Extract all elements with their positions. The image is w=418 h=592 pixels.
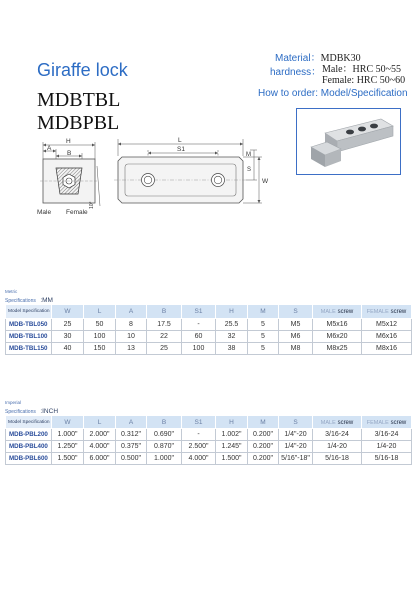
dim-label-b: B [67, 150, 72, 157]
cell-female-screw: 1/4-20 [362, 441, 412, 453]
cell-a: 13 [116, 343, 147, 355]
model-name-pbl: MDBPBL [37, 112, 120, 134]
dim-label-s1: S1 [177, 146, 185, 153]
screw-header-word: screw [390, 419, 407, 426]
top-view-drawing [112, 135, 272, 210]
caption-unit: :INCH [40, 408, 59, 415]
header-b: B [147, 416, 182, 429]
header-model: Model Specification [6, 305, 52, 319]
caption-system: Metric [5, 289, 18, 294]
material-line [275, 50, 361, 65]
cell-female-screw: M5x12 [362, 319, 412, 331]
header-female-screw [362, 305, 412, 319]
cell-s: 5/16"-18" [279, 453, 313, 465]
cell-s1: 2.500" [182, 441, 216, 453]
screw-header-type: MALE [320, 419, 336, 426]
cell-s: M5 [279, 319, 313, 331]
cell-female-screw: M8x16 [362, 343, 412, 355]
part-photo-image [297, 109, 400, 174]
material-value: MDBK30 [320, 53, 361, 64]
bolt-hole-left [142, 174, 155, 187]
cell-m: 5 [248, 319, 279, 331]
cell-h: 38 [216, 343, 248, 355]
screw-header-type: MALE [320, 309, 336, 315]
cell-s: M8 [279, 343, 313, 355]
table-header-row [6, 416, 412, 429]
header-b: B [147, 305, 182, 319]
cell-s1: - [182, 319, 216, 331]
dim-label-a: A [47, 145, 52, 152]
cell-b: 22 [147, 331, 182, 343]
cell-a: 10 [116, 331, 147, 343]
header-m: M [248, 305, 279, 319]
cell-w: 1.000" [52, 429, 84, 441]
screw-header-word: screw [390, 309, 407, 315]
cell-l: 4.000" [84, 441, 116, 453]
cell-l: 50 [84, 319, 116, 331]
cell-w: 25 [52, 319, 84, 331]
cell-a: 8 [116, 319, 147, 331]
cell-model: MDB-PBL200 [6, 429, 52, 441]
cell-s: 1/4"-20 [279, 441, 313, 453]
cell-b: 17.5 [147, 319, 182, 331]
header-a: A [116, 416, 147, 429]
cell-a: 0.312" [116, 429, 147, 441]
cell-male-screw: 1/4-20 [313, 441, 362, 453]
header-s1: S1 [182, 305, 216, 319]
cell-m: 0.200" [248, 429, 279, 441]
imperial-caption [5, 400, 58, 416]
cell-b: 0.690" [147, 429, 182, 441]
table-header [6, 416, 412, 429]
caption-system: Imperial [5, 400, 22, 405]
caption-specifications: Specifications [5, 298, 36, 304]
screw-header-type: FEMALE [366, 309, 389, 315]
metric-spec-table [5, 304, 412, 355]
cell-b: 0.870" [147, 441, 182, 453]
cell-female-screw: 3/16-24 [362, 429, 412, 441]
metric-caption [5, 289, 53, 305]
cell-female-screw: M6x16 [362, 331, 412, 343]
cell-a: 0.500" [116, 453, 147, 465]
header-w: W [52, 305, 84, 319]
caption-specifications: Specifications [5, 409, 36, 415]
cell-h: 1.245" [216, 441, 248, 453]
cell-b: 25 [147, 343, 182, 355]
cell-h: 32 [216, 331, 248, 343]
product-title: Giraffe lock [37, 60, 128, 80]
header-female-screw [362, 416, 412, 429]
cell-w: 40 [52, 343, 84, 355]
table-header-row [6, 305, 412, 319]
cell-female-screw: 5/16-18 [362, 453, 412, 465]
cell-h: 1.500" [216, 453, 248, 465]
side-view-drawing [28, 135, 110, 220]
table-row [6, 331, 412, 343]
product-photo [296, 108, 401, 175]
table-row [6, 453, 412, 465]
cell-l: 2.000" [84, 429, 116, 441]
cell-w: 1.250" [52, 441, 84, 453]
material-label: Material： [275, 53, 321, 64]
screw-header-type: FEMALE [366, 419, 389, 426]
header-l: L [84, 305, 116, 319]
hardness-label: hardness： [270, 67, 322, 78]
cell-male-screw: 5/16-18 [313, 453, 362, 465]
model-name-tbl: MDBTBL [37, 89, 121, 111]
dim-label-h: H [66, 138, 71, 145]
table-header [6, 305, 412, 319]
header-model: Model Specification [6, 416, 52, 429]
table-body [6, 429, 412, 465]
header-h: H [216, 305, 248, 319]
header-m: M [248, 416, 279, 429]
hardness-male: Male：HRC 50~55 [322, 64, 402, 75]
table-row [6, 343, 412, 355]
cell-male-screw: 3/16-24 [313, 429, 362, 441]
table-row [6, 429, 412, 441]
dim-label-w: W [262, 178, 269, 185]
dim-label-l: L [178, 137, 182, 144]
cell-s: 1/4"-20 [279, 429, 313, 441]
cell-b: 1.000" [147, 453, 182, 465]
dim-label-m: M [246, 152, 251, 158]
header-male-screw [313, 416, 362, 429]
screw-header-word: screw [337, 419, 354, 426]
cell-male-screw: M6x20 [313, 331, 362, 343]
cell-s1: 4.000" [182, 453, 216, 465]
header-s1: S1 [182, 416, 216, 429]
order-info: How to order: Model/Specification [258, 88, 408, 99]
cell-m: 0.200" [248, 453, 279, 465]
cell-model: MDB-PBL400 [6, 441, 52, 453]
cell-s1: 60 [182, 331, 216, 343]
cell-m: 0.200" [248, 441, 279, 453]
table-row [6, 319, 412, 331]
cell-male-screw: M5x16 [313, 319, 362, 331]
cell-model: MDB-TBL100 [6, 331, 52, 343]
cell-model: MDB-TBL050 [6, 319, 52, 331]
cell-w: 1.500" [52, 453, 84, 465]
cell-model: MDB-PBL600 [6, 453, 52, 465]
angle-label: 10° [89, 201, 95, 209]
cell-a: 0.375" [116, 441, 147, 453]
male-label: Male [37, 209, 52, 216]
imperial-spec-table [5, 415, 412, 465]
cell-l: 6.000" [84, 453, 116, 465]
cell-male-screw: M8x25 [313, 343, 362, 355]
angle-line [97, 166, 100, 206]
header-s: S [279, 305, 313, 319]
dim-label-s: S [247, 167, 252, 173]
header-h: H [216, 416, 248, 429]
cell-h: 25.5 [216, 319, 248, 331]
hardness-female: Female: HRC 50~60 [322, 75, 406, 86]
header-a: A [116, 305, 147, 319]
table-body [6, 319, 412, 355]
header-l: L [84, 416, 116, 429]
cell-s1: - [182, 429, 216, 441]
screw-header-word: screw [337, 309, 354, 315]
header-s: S [279, 416, 313, 429]
header-male-screw [313, 305, 362, 319]
cell-h: 1.002" [216, 429, 248, 441]
cell-l: 100 [84, 331, 116, 343]
caption-unit: :MM [40, 297, 53, 304]
cell-m: 5 [248, 343, 279, 355]
cell-w: 30 [52, 331, 84, 343]
cell-m: 5 [248, 331, 279, 343]
bolt-hole-right [212, 174, 225, 187]
cell-l: 150 [84, 343, 116, 355]
header-w: W [52, 416, 84, 429]
table-row [6, 441, 412, 453]
cell-s: M6 [279, 331, 313, 343]
cell-s1: 100 [182, 343, 216, 355]
female-label: Female [66, 209, 88, 216]
cell-model: MDB-TBL150 [6, 343, 52, 355]
